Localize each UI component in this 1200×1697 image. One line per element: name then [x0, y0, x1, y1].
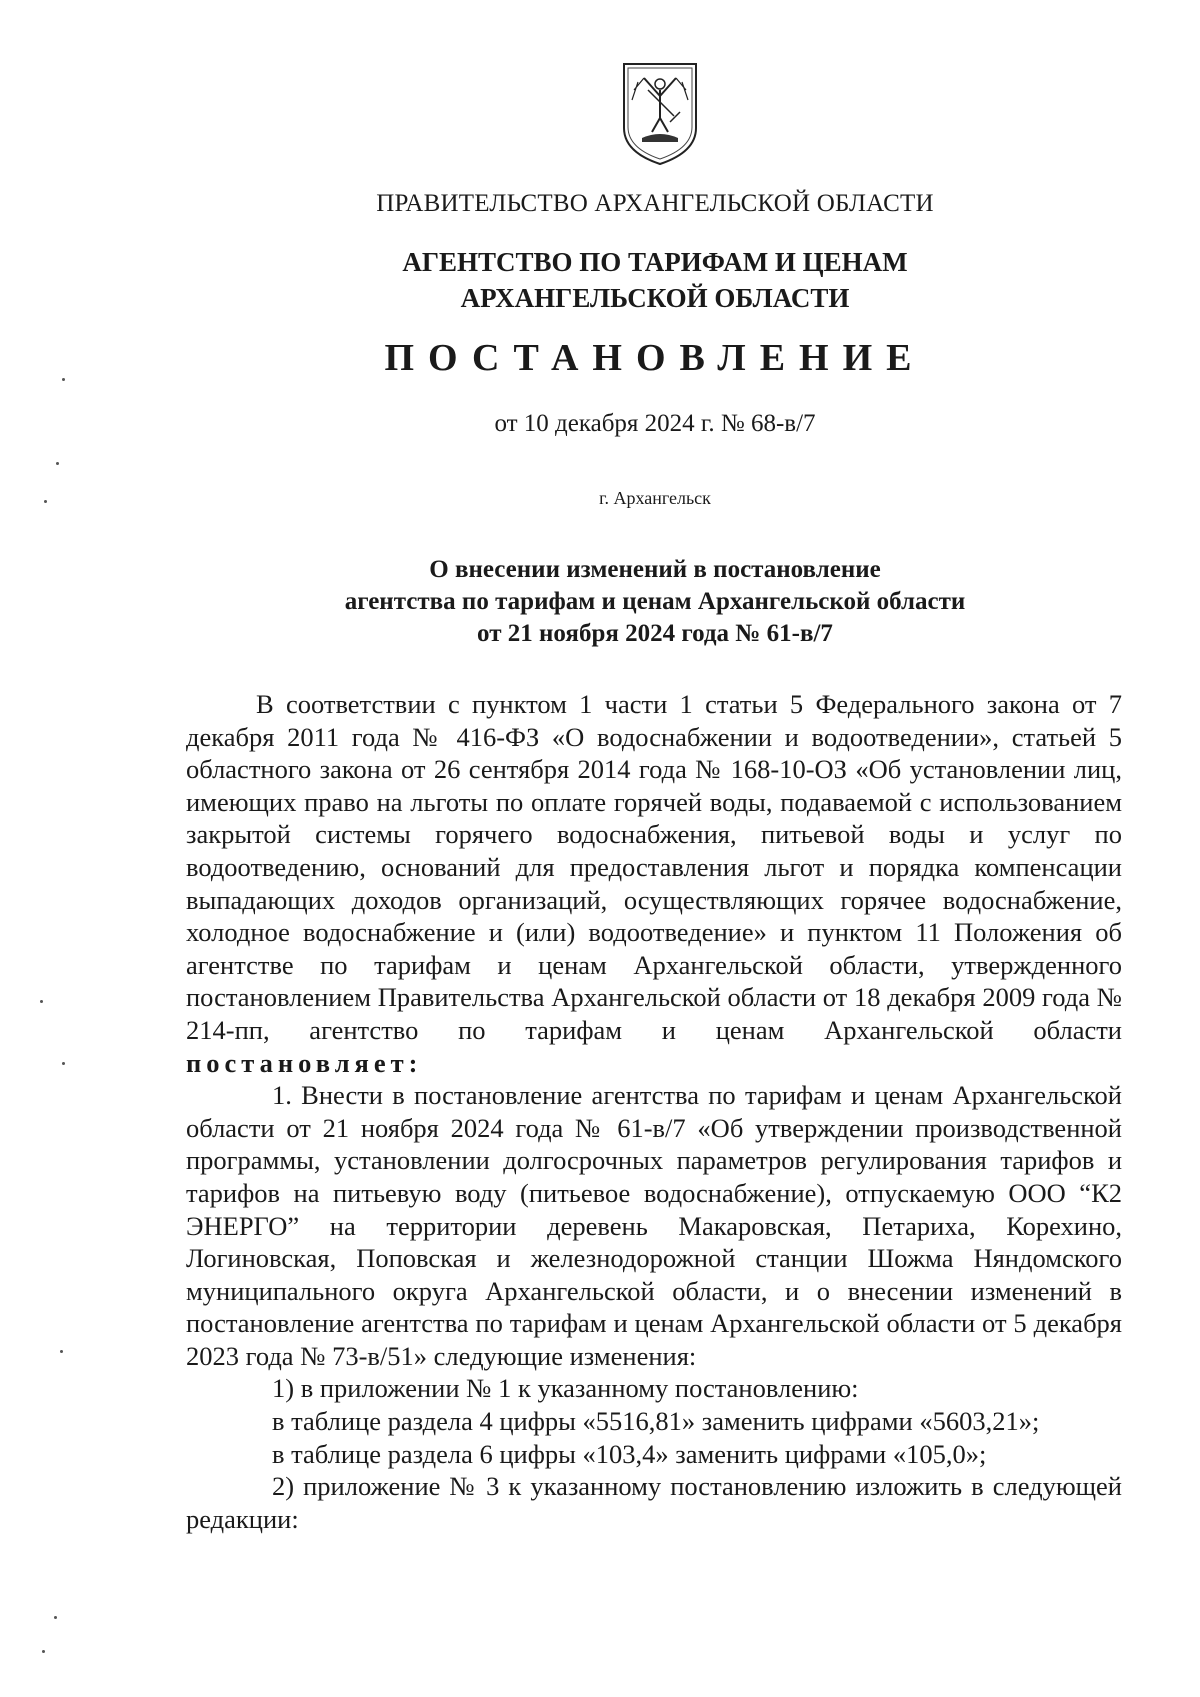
scan-speck	[40, 1000, 43, 1003]
decree-word: постановляет:	[186, 1047, 423, 1078]
subject-line-1: О внесении изменений в постановление	[429, 556, 881, 583]
agency-name	[190, 244, 1120, 316]
document-city: г. Архангельск	[599, 488, 711, 508]
coat-of-arms-emblem	[620, 60, 700, 166]
subject-line-2: агентства по тарифам и ценам Архангельской области	[344, 588, 966, 615]
scan-speck	[62, 1062, 65, 1065]
subitem-1a-paragraph: в таблице раздела 4 цифры «5516,81» заменить цифрами «5603,21»;	[272, 1406, 1040, 1437]
subject-line-3: от 21 ноября 2024 года № 61-в/7	[477, 620, 833, 647]
government-name: ПРАВИТЕЛЬСТВО АРХАНГЕЛЬСКОЙ ОБЛАСТИ	[376, 190, 934, 217]
scan-speck	[44, 500, 47, 503]
scan-speck	[56, 462, 59, 465]
scan-speck	[42, 1650, 45, 1653]
document-subject	[190, 554, 1120, 650]
scan-speck	[60, 1350, 63, 1353]
agency-name-line-1: АГЕНТСТВО ПО ТАРИФАМ И ЦЕНАМ	[402, 247, 908, 277]
agency-name-line-2: АРХАНГЕЛЬСКОЙ ОБЛАСТИ	[460, 283, 850, 313]
document-date-number: от 10 декабря 2024 г. № 68-в/7	[494, 410, 816, 437]
document-body	[186, 688, 1122, 1535]
subitem-1b-paragraph: в таблице раздела 6 цифры «103,4» заменить цифрами «105,0»;	[272, 1438, 987, 1469]
subitem-2-paragraph: 2) приложение № 3 к указанному постановлению изложить в следующей редакции:	[186, 1471, 1122, 1534]
scan-speck	[54, 1616, 57, 1619]
document-type-title: ПОСТАНОВЛЕНИЕ	[384, 337, 926, 379]
item-1-paragraph: 1. Внести в постановление агентства по тарифам и ценам Архангельской области от 21 ноября 2024 года № 61-в/7 «Об утверждении производственной программы, установлении долгосрочных параметров регулирования тарифов и тарифов на питьевую воду (питьевое водоснабжение), отпускаемую ООО “К2 ЭНЕРГО” на территории деревень Макаровская, Петариха, Корехино, Логиновская, Поповская и железнодорожной станции Шожма Няндомского муниципального округа Архангельской области, и о внесении изменений в постановление агентства по тарифам и ценам Архангельской области от 5 декабря 2023 года № 73-в/51» следующие изменения:	[186, 1080, 1122, 1371]
scan-speck	[62, 378, 65, 381]
preamble-paragraph	[186, 688, 1122, 1079]
subitem-1-paragraph: 1) в приложении № 1 к указанному постановлению:	[272, 1373, 859, 1404]
preamble-text: В соответствии с пунктом 1 части 1 статьи 5 Федерального закона от 7 декабря 2011 года № 416-ФЗ «О водоснабжении и водоотведении», статьей 5 областного закона от 26 сентября 2014 года № 168-10-ОЗ «Об установлении лиц, имеющих право на льготы по оплате горячей воды, подаваемой с использованием закрытой системы горячего водоснабжения, питьевой воды и услуг по водоотведению, оснований для предоставления льгот и порядка компенсации выпадающих доходов организаций, осуществляющих горячее водоснабжение, холодное водоснабжение и (или) водоотведение» и пунктом 11 Положения об агентстве по тарифам и ценам Архангельской области, утвержденного постановлением Правительства Архангельской области от 18 декабря 2009 года № 214-пп, агентство по тарифам и ценам Архангельской области	[186, 689, 1122, 1045]
